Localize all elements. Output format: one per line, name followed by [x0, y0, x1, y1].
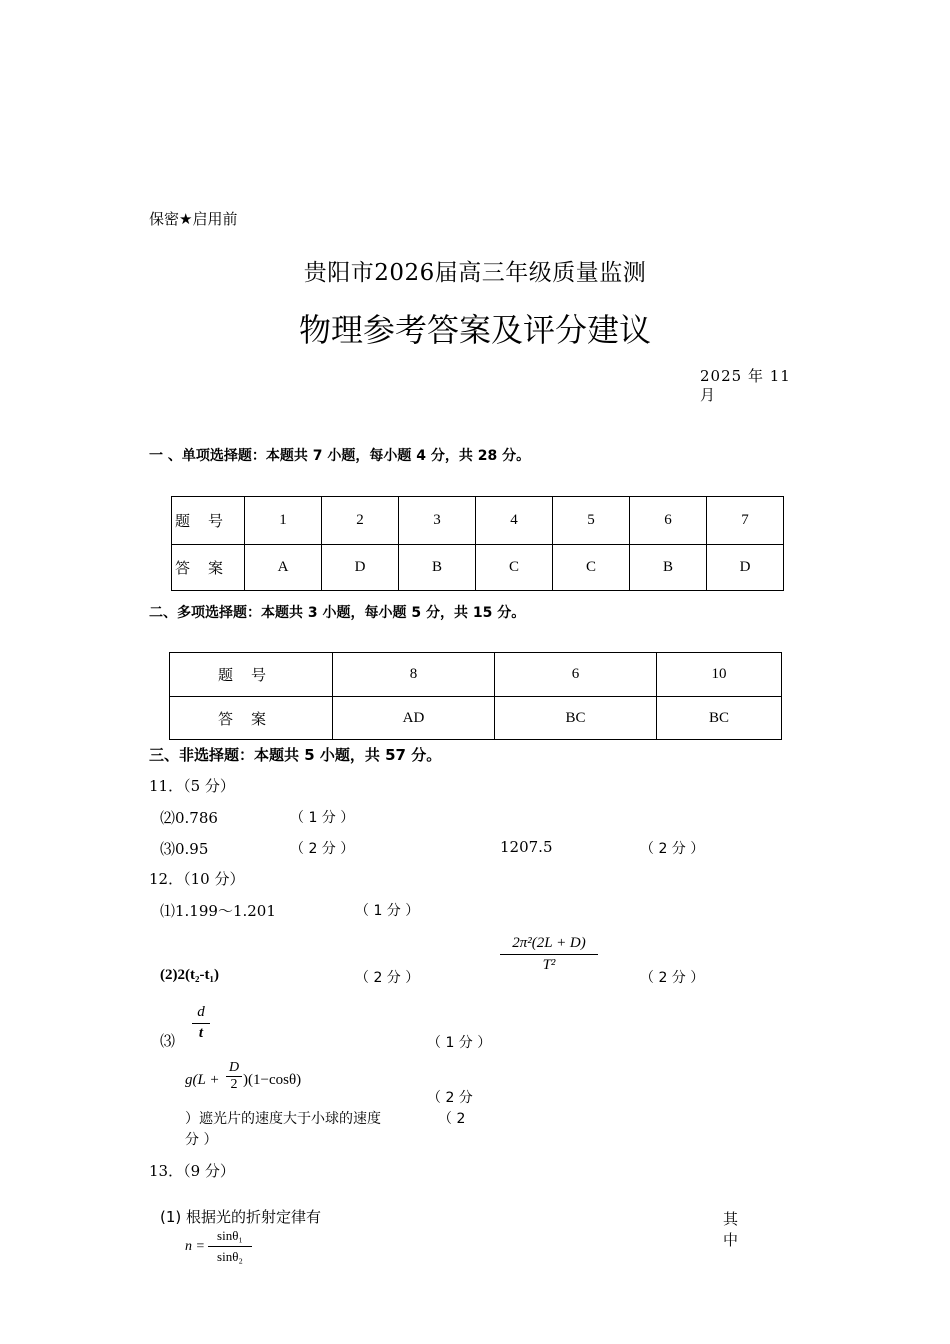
formula-numerator: D — [228, 1060, 240, 1075]
q12-score-3: （ 1 分 ） — [427, 1035, 492, 1051]
q12-formula-energy-pre: g(L + — [185, 1072, 220, 1088]
answer-cell: B — [399, 545, 476, 591]
question-number: 8 — [333, 653, 495, 697]
question-number: 6 — [630, 497, 707, 545]
q11-score-2: （ 1 分 ） — [290, 810, 355, 826]
q12-score-5-tail: 分 ） — [185, 1132, 218, 1148]
q12-formula-velocity — [192, 1004, 210, 1042]
q12-score-5: （ 2 — [438, 1111, 466, 1127]
row-label-answer: 答案 — [172, 545, 245, 591]
table-row — [172, 545, 784, 591]
q11-answer-2: ⑵0.786 — [160, 809, 218, 827]
answer-cell: B — [630, 545, 707, 591]
q12-formula-energy-post: )(1−cosθ) — [243, 1072, 302, 1088]
q12-formula-period — [500, 935, 598, 974]
q12-score-1: （ 1 分 ） — [355, 903, 420, 919]
q12-answer-2: (2)2(t₂-t₁) — [160, 967, 219, 983]
single-choice-table — [171, 496, 784, 591]
date-line-1: 2025 年 11 — [700, 367, 791, 385]
question-number: 10 — [657, 653, 782, 697]
q11-answer-3: ⑶0.95 — [160, 840, 209, 858]
row-label-question: 题号 — [170, 653, 333, 697]
formula-numerator: 2π²(2L + D) — [512, 935, 586, 951]
formula-denominator: 2 — [226, 1076, 242, 1093]
question-number: 1 — [245, 497, 322, 545]
row-label-answer: 答案 — [170, 697, 333, 740]
confidential-label: 保密★启用前 — [149, 210, 238, 228]
q12-label-3: ⑶ — [160, 1032, 176, 1050]
q12-answer-5: ）遮光片的速度大于小球的速度 — [185, 1111, 381, 1127]
exam-title: 贵阳市2026届高三年级质量监测 — [303, 260, 647, 286]
question-number: 6 — [495, 653, 657, 697]
section3-heading: 三、非选择题：本题共 5 小题，共 57 分。 — [149, 746, 442, 764]
answer-cell: C — [476, 545, 553, 591]
answer-cell: C — [553, 545, 630, 591]
formula-denominator: t — [192, 1023, 210, 1042]
q12-title: 12．（10 分） — [149, 870, 245, 888]
formula-denominator: sinθ₂ — [208, 1246, 252, 1265]
table-row — [170, 697, 782, 740]
question-number: 4 — [476, 497, 553, 545]
answer-cell: BC — [495, 697, 657, 740]
q13-side-text-1: 其 — [723, 1210, 739, 1228]
q12-score-2: （ 2 分 ） — [355, 970, 420, 986]
section1-heading: 一 、单项选择题：本题共 7 小题，每小题 4 分，共 28 分。 — [149, 448, 531, 464]
q13-text-1: (1) 根据光的折射定律有 — [160, 1208, 322, 1226]
q13-title: 13．（9 分） — [149, 1162, 235, 1180]
q12-formula-energy-frac — [226, 1060, 242, 1093]
formula-numerator: sinθ₁ — [217, 1228, 243, 1243]
question-number: 5 — [553, 497, 630, 545]
q13-side-text-2: 中 — [723, 1231, 739, 1249]
formula-numerator: d — [197, 1004, 205, 1020]
question-number: 2 — [322, 497, 399, 545]
table-row — [170, 653, 782, 697]
formula-denominator: T² — [500, 954, 598, 974]
q11-score-3: （ 2 分 ） — [290, 841, 355, 857]
answer-cell: AD — [333, 697, 495, 740]
q12-score-4: （ 2 分 — [427, 1090, 473, 1106]
table-row — [172, 497, 784, 545]
q13-formula-lhs: n = — [185, 1239, 205, 1254]
answer-cell: A — [245, 545, 322, 591]
question-number: 3 — [399, 497, 476, 545]
q11-title: 11．（5 分） — [149, 777, 235, 795]
answer-cell: BC — [657, 697, 782, 740]
section2-heading: 二、多项选择题：本题共 3 小题，每小题 5 分，共 15 分。 — [149, 605, 526, 621]
q11-answer-3b: 1207.5 — [500, 838, 553, 856]
answer-cell: D — [707, 545, 784, 591]
document-title: 物理参考答案及评分建议 — [298, 311, 651, 349]
answer-cell: D — [322, 545, 399, 591]
row-label-question: 题号 — [172, 497, 245, 545]
q13-formula-refraction — [208, 1228, 252, 1265]
multi-choice-table — [169, 652, 782, 740]
q12-answer-1: ⑴1.199～1.201 — [160, 902, 276, 920]
date-line-2: 月 — [700, 386, 716, 404]
q12-score-2b: （ 2 分 ） — [640, 970, 705, 986]
q11-score-3b: （ 2 分 ） — [640, 841, 705, 857]
question-number: 7 — [707, 497, 784, 545]
